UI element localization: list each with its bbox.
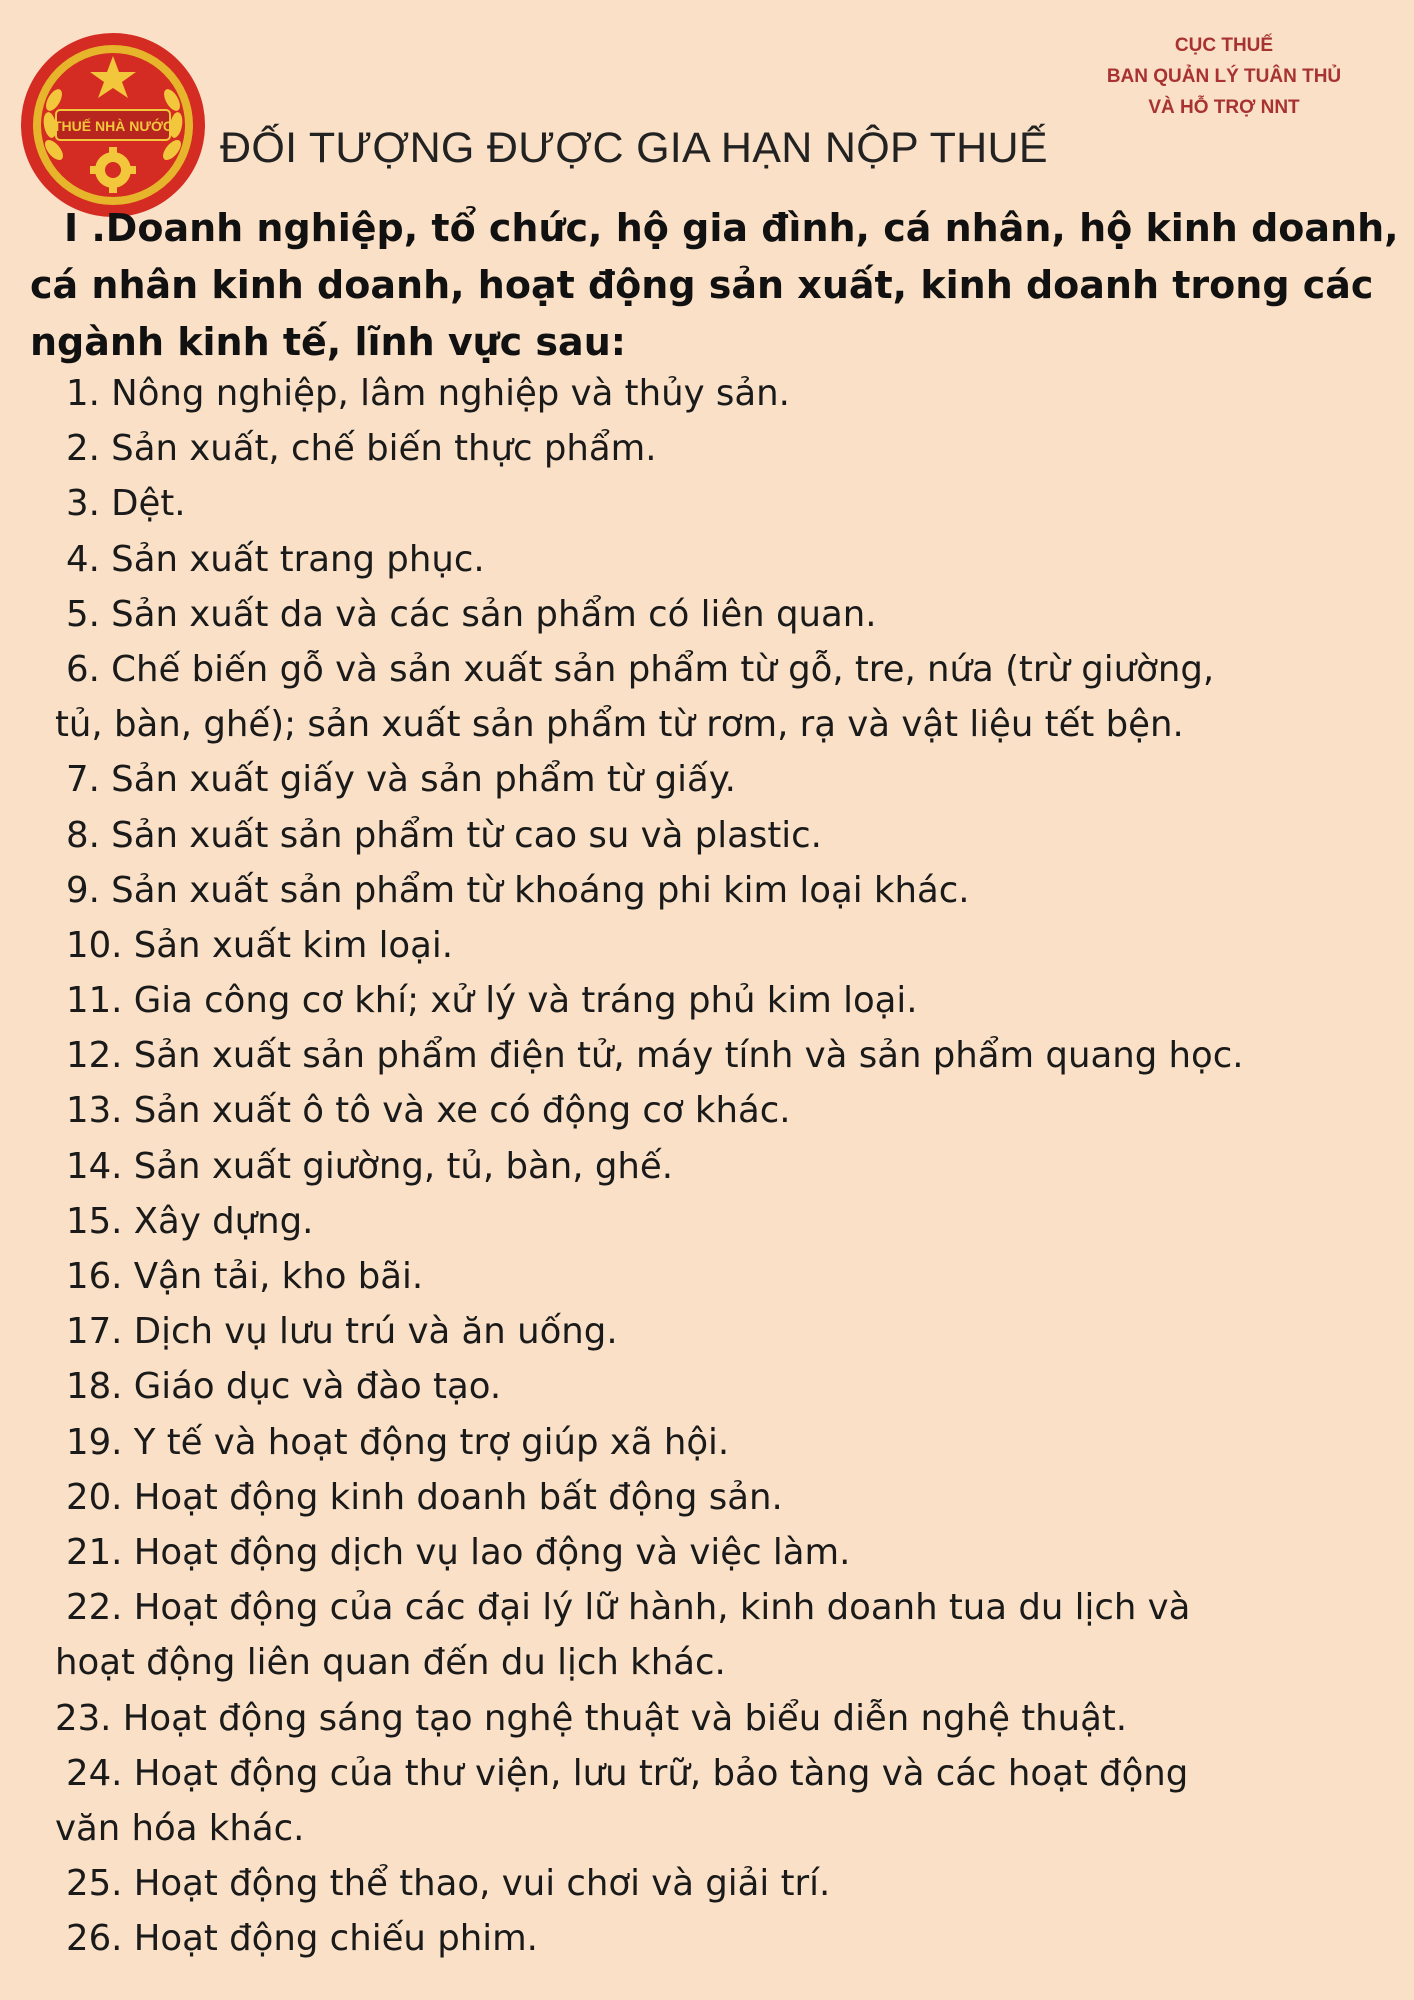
list-item: 22. Hoạt động của các đại lý lữ hành, kinh doanh tua du lịch và xyxy=(66,1587,1191,1629)
list-item: 9. Sản xuất sản phẩm từ khoáng phi kim loại khác. xyxy=(66,869,970,911)
list-item: 26. Hoạt động chiếu phim. xyxy=(66,1918,538,1960)
document-title: ĐỐI TƯỢNG ĐƯỢC GIA HẠN NỘP THUẾ xyxy=(220,124,1048,172)
sector-list xyxy=(0,366,1414,1966)
list-item: 2. Sản xuất, chế biến thực phẩm. xyxy=(66,428,657,470)
list-item: 21. Hoạt động dịch vụ lao động và việc làm. xyxy=(66,1531,851,1573)
section-heading-line: cá nhân kinh doanh, hoạt động sản xuất, kinh doanh trong các xyxy=(30,263,1374,307)
list-item: 6. Chế biến gỗ và sản xuất sản phẩm từ gỗ, tre, nứa (trừ giường, xyxy=(66,648,1215,690)
list-item: 1. Nông nghiệp, lâm nghiệp và thủy sản. xyxy=(66,373,790,414)
list-item-continuation: văn hóa khác. xyxy=(55,1807,305,1849)
list-item: 18. Giáo dục và đào tạo. xyxy=(66,1366,502,1408)
list-item: 8. Sản xuất sản phẩm từ cao su và plastic. xyxy=(66,814,822,856)
agency-header xyxy=(1074,30,1374,123)
emblem-text: THUẾ NHÀ NƯỚC xyxy=(53,118,173,134)
list-item: 17. Dịch vụ lưu trú và ăn uống. xyxy=(66,1311,618,1353)
list-item: 25. Hoạt động thể thao, vui chơi và giải trí. xyxy=(66,1863,831,1905)
list-item: 15. Xây dựng. xyxy=(66,1200,314,1242)
list-item: 20. Hoạt động kinh doanh bất động sản. xyxy=(66,1476,783,1518)
list-item-continuation: hoạt động liên quan đến du lịch khác. xyxy=(55,1642,726,1684)
list-item: 16. Vận tải, kho bãi. xyxy=(66,1256,424,1297)
list-item: 23. Hoạt động sáng tạo nghệ thuật và biểu diễn nghệ thuật. xyxy=(55,1697,1128,1739)
list-item: 11. Gia công cơ khí; xử lý và tráng phủ kim loại. xyxy=(66,980,918,1022)
list-item: 10. Sản xuất kim loại. xyxy=(66,924,454,966)
section-heading xyxy=(30,200,1410,371)
list-item: 5. Sản xuất da và các sản phẩm có liên quan. xyxy=(66,593,877,635)
section-heading-line: ngành kinh tế, lĩnh vực sau: xyxy=(30,320,626,364)
agency-line-2: BAN QUẢN LÝ TUÂN THỦ xyxy=(1106,66,1342,87)
list-item: 24. Hoạt động của thư viện, lưu trữ, bảo tàng và các hoạt động xyxy=(66,1752,1189,1794)
list-item: 7. Sản xuất giấy và sản phẩm từ giấy. xyxy=(66,759,736,801)
list-item: 19. Y tế và hoạt động trợ giúp xã hội. xyxy=(66,1421,730,1463)
list-item: 12. Sản xuất sản phẩm điện tử, máy tính và sản phẩm quang học. xyxy=(66,1035,1244,1077)
list-item: 13. Sản xuất ô tô và xe có động cơ khác. xyxy=(66,1090,791,1132)
section-heading-line: I .Doanh nghiệp, tổ chức, hộ gia đình, cá nhân, hộ kinh doanh, xyxy=(64,206,1399,250)
agency-line-3: VÀ HỖ TRỢ NNT xyxy=(1148,97,1300,118)
tax-emblem-logo xyxy=(18,30,208,220)
list-item: 14. Sản xuất giường, tủ, bàn, ghế. xyxy=(66,1145,674,1187)
list-item: 3. Dệt. xyxy=(66,483,186,525)
list-item: 4. Sản xuất trang phục. xyxy=(66,538,485,580)
list-item-continuation: tủ, bàn, ghế); sản xuất sản phẩm từ rơm, rạ và vật liệu tết bện. xyxy=(55,704,1184,746)
agency-line-1: CỤC THUẾ xyxy=(1174,35,1274,56)
